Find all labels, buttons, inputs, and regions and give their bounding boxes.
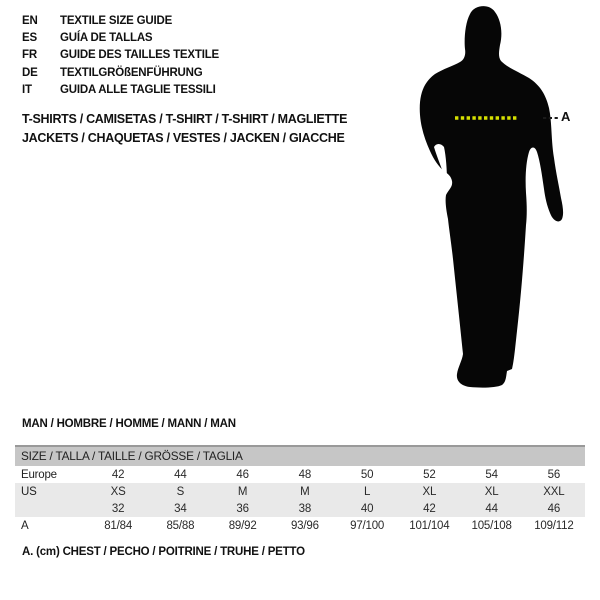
size-table <box>15 445 585 534</box>
row-label: US <box>21 485 37 498</box>
size-cell: 56 <box>547 468 561 481</box>
size-cell: 46 <box>547 502 561 515</box>
language-code: FR <box>22 49 37 62</box>
size-cell: 89/92 <box>228 519 257 532</box>
size-cell: 48 <box>298 468 312 481</box>
language-row <box>22 47 219 64</box>
language-code: ES <box>22 32 37 45</box>
size-cell: 40 <box>360 502 374 515</box>
language-row <box>22 65 219 82</box>
size-table-header-row <box>15 446 585 466</box>
language-row <box>22 13 219 30</box>
language-name: TEXTILGRÖßENFÜHRUNG <box>60 66 203 79</box>
row-label <box>15 500 87 517</box>
table-row-numeric <box>15 500 585 517</box>
size-cell: 38 <box>298 502 312 515</box>
size-cell: 81/84 <box>104 519 133 532</box>
size-cell: XL <box>484 485 499 498</box>
size-cell: XXL <box>543 485 565 498</box>
size-cell: L <box>364 485 371 498</box>
table-row-us <box>15 483 585 500</box>
size-cell: 46 <box>236 468 249 481</box>
language-name: GUIDE DES TAILLES TEXTILE <box>60 49 219 62</box>
man-silhouette-shape <box>420 6 563 387</box>
section-title-man: MAN / HOMBRE / HOMME / MANN / MAN <box>22 418 236 430</box>
size-cell: XS <box>110 485 126 498</box>
language-code: DE <box>22 66 38 79</box>
table-row-europe <box>15 466 585 483</box>
size-cell: 44 <box>485 502 498 515</box>
measure-label-a: A <box>561 109 571 124</box>
language-row <box>22 30 219 47</box>
size-cell: M <box>237 485 248 498</box>
size-cell: 54 <box>485 468 498 481</box>
size-cell: XL <box>422 485 437 498</box>
language-list <box>22 13 219 99</box>
language-code: EN <box>22 15 38 27</box>
size-cell: 93/96 <box>290 519 319 532</box>
size-cell: 105/108 <box>471 519 512 532</box>
size-cell: 42 <box>423 502 436 515</box>
language-name: TEXTILE SIZE GUIDE <box>60 15 173 27</box>
language-code: IT <box>22 83 32 96</box>
row-label: Europe <box>21 468 57 481</box>
language-name: GUIDA ALLE TAGLIE TESSILI <box>60 83 216 96</box>
category-list <box>22 110 347 148</box>
language-name: GUÍA DE TALLAS <box>60 32 153 45</box>
size-cell: 44 <box>174 468 187 481</box>
size-cell: 50 <box>360 468 374 481</box>
size-cell: 52 <box>423 468 436 481</box>
size-cell: 85/88 <box>166 519 195 532</box>
size-cell: 97/100 <box>350 519 385 532</box>
row-label: A <box>21 519 29 532</box>
table-row-chest-a <box>15 517 585 534</box>
size-cell: M <box>300 485 310 498</box>
size-cell: S <box>176 485 185 498</box>
size-cell: 42 <box>111 468 125 481</box>
language-row <box>22 82 219 99</box>
man-silhouette-image <box>410 0 600 410</box>
size-cell: 32 <box>111 502 125 515</box>
category-line-jackets: JACKETS / CHAQUETAS / VESTES / JACKEN / GIACCHE <box>22 131 345 145</box>
size-cell: 34 <box>174 502 187 515</box>
size-table-header: SIZE / TALLA / TAILLE / GRÖSSE / TAGLIA <box>15 446 585 466</box>
category-line-tshirts: T-SHIRTS / CAMISETAS / T-SHIRT / T-SHIRT / MAGLIETTE <box>22 112 348 126</box>
size-cell: 36 <box>236 502 249 515</box>
footnote-measurement-key: A. (cm) CHEST / PECHO / POITRINE / TRUHE / PETTO <box>22 546 305 558</box>
size-cell: 101/104 <box>409 519 450 532</box>
size-cell: 109/112 <box>534 519 574 532</box>
